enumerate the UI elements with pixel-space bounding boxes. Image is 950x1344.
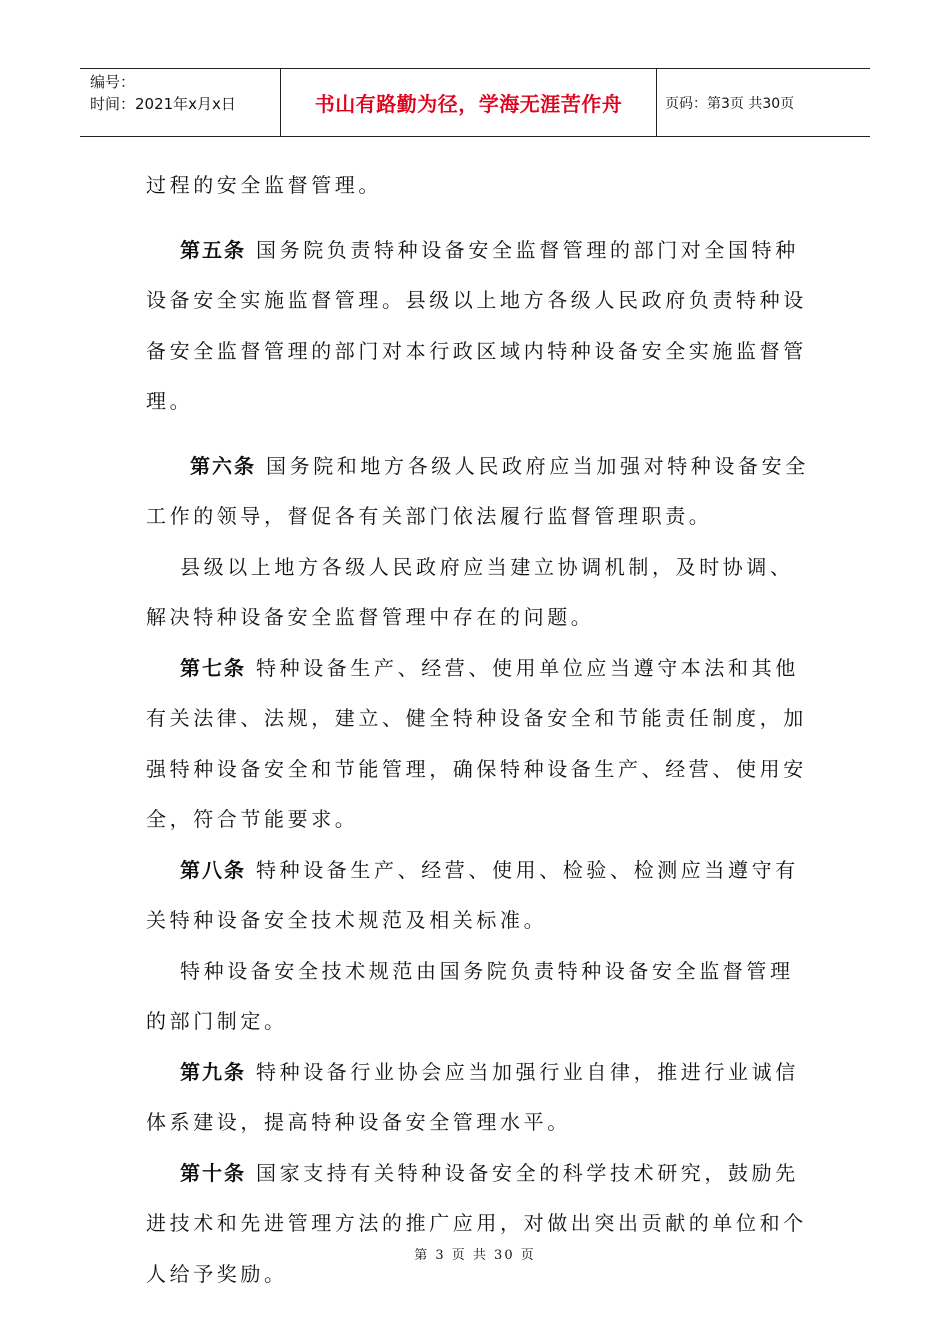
document-date: 时间：2021年x月x日 [90, 95, 236, 113]
article-paragraph [146, 1148, 810, 1300]
paragraph-text: 县级以上地方各级人民政府应当建立协调机制，及时协调、解决特种设备安全监督管理中存在的问题。 [146, 554, 794, 629]
paragraph-text: 特种设备生产、经营、使用单位应当遵守本法和其他有关法律、法规，建立、健全特种设备安全和节能责任制度，加强特种设备安全和节能管理，确保特种设备生产、经营、使用安全，符合节能要求。 [146, 655, 807, 831]
page-footer: 第 3 页 共 30 页 [414, 1248, 536, 1263]
paragraph [146, 542, 810, 643]
paragraph-text: 特种设备生产、经营、使用、检验、检测应当遵守有关特种设备安全技术规范及相关标准。 [146, 857, 799, 932]
header-meta [80, 69, 281, 136]
page-header [80, 68, 870, 137]
header-motto: 书山有路勤为径，学海无涯苦作舟 [314, 92, 623, 116]
paragraph-text: 特种设备行业协会应当加强行业自律，推进行业诚信体系建设，提高特种设备安全管理水平。 [146, 1059, 799, 1134]
article-heading: 第六条 [190, 453, 256, 478]
document-number-label: 编号： [90, 73, 136, 91]
article-paragraph [146, 845, 810, 946]
paragraph-text: 国务院负责特种设备安全监督管理的部门对全国特种设备安全实施监督管理。县级以上地方各级人民政府负责特种设备安全监督管理的部门对本行政区域内特种设备安全实施监督管理。 [146, 237, 807, 413]
article-paragraph [146, 441, 810, 542]
header-motto-cell [281, 69, 657, 136]
article-paragraph [146, 1047, 810, 1148]
article-heading: 第七条 [180, 655, 246, 680]
paragraph-text: 过程的安全监督管理。 [146, 173, 382, 197]
article-heading: 第十条 [180, 1160, 246, 1185]
paragraph-text: 特种设备安全技术规范由国务院负责特种设备安全监督管理的部门制定。 [146, 958, 794, 1033]
article-heading: 第五条 [180, 237, 246, 262]
document-body [146, 160, 810, 1299]
paragraph [146, 160, 810, 211]
header-page-info: 页码：第3页 共30页 [665, 95, 795, 112]
paragraph [146, 946, 810, 1047]
article-paragraph [146, 225, 810, 427]
article-heading: 第九条 [180, 1059, 246, 1084]
paragraph-text: 国家支持有关特种设备安全的科学技术研究，鼓励先进技术和先进管理方法的推广应用，对做出突出贡献的单位和个人给予奖励。 [146, 1160, 807, 1286]
article-heading: 第八条 [180, 857, 246, 882]
article-paragraph [146, 643, 810, 845]
header-page-info-cell [657, 69, 870, 136]
paragraph-text: 国务院和地方各级人民政府应当加强对特种设备安全工作的领导，督促各有关部门依法履行监督管理职责。 [146, 453, 809, 528]
